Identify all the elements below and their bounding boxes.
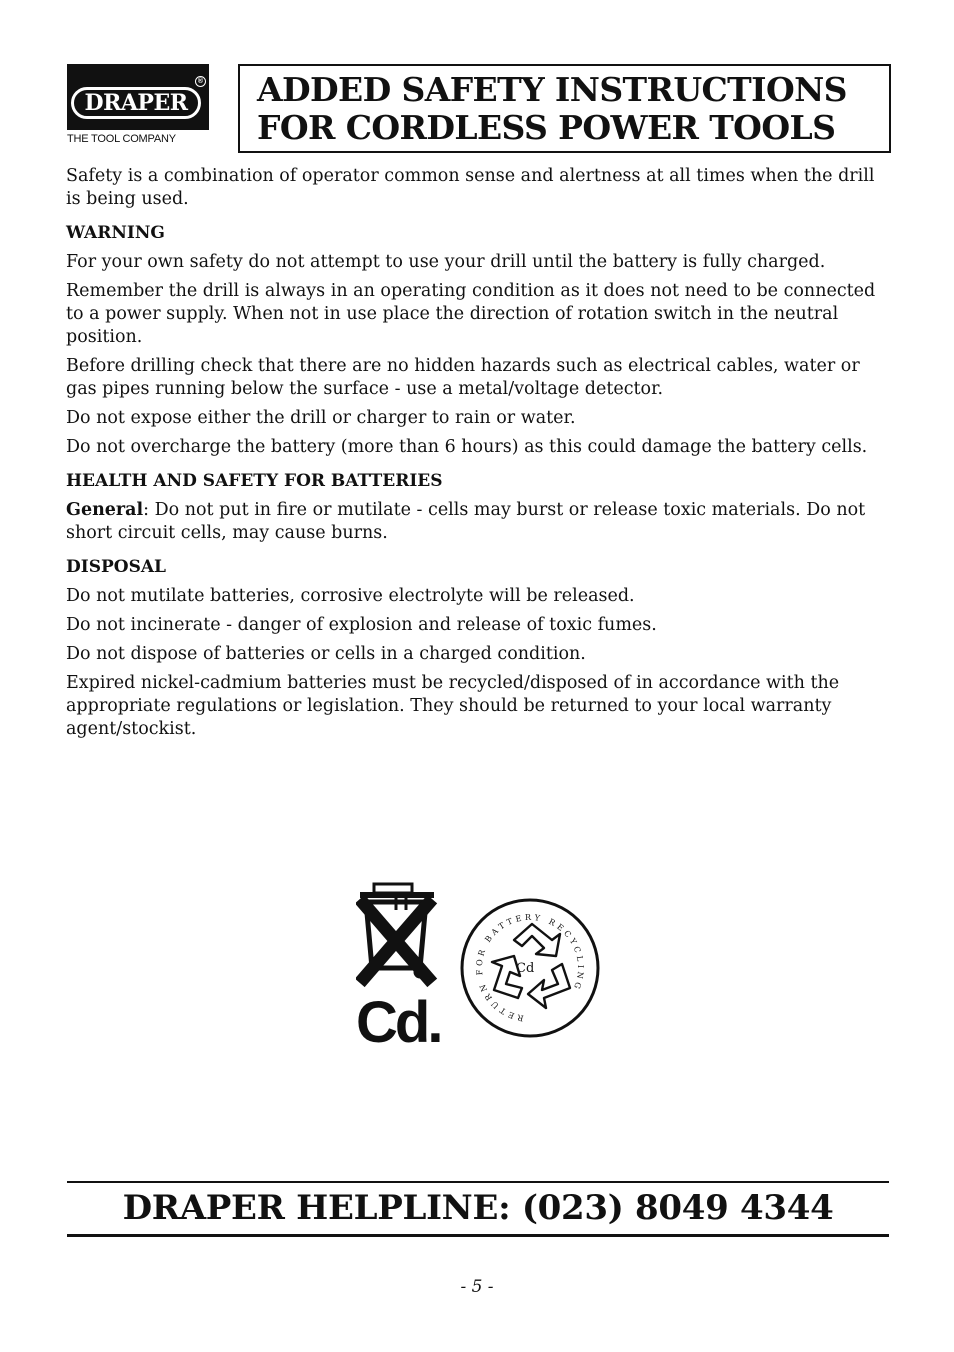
- disposal-paragraph: Do not dispose of batteries or cells in a charged condition.: [66, 644, 586, 664]
- page-title-line-2: FOR CORDLESS POWER TOOLS: [257, 108, 836, 147]
- logo-pill: [71, 87, 201, 119]
- page-title-box: [238, 64, 891, 153]
- disposal-paragraph: Do not mutilate batteries, corrosive electrolyte will be released.: [66, 586, 635, 606]
- logo-tagline: THE TOOL COMPANY: [67, 133, 176, 145]
- page-title: [240, 66, 889, 147]
- page-number: - 5 -: [460, 1277, 494, 1297]
- general-label: General: [66, 500, 144, 520]
- warning-paragraph: Do not expose either the drill or charger to rain or water.: [66, 408, 576, 428]
- disposal-paragraph: Expired nickel-cadmium batteries must be recycled/disposed of in accordance with the appropriate regulations or legislation. They should be returned to your local warranty agent/stockist.: [66, 673, 840, 739]
- warning-paragraph: Before drilling check that there are no hidden hazards such as electrical cables, water or gas pipes running below the surface - use a metal/voltage detector.: [66, 356, 860, 399]
- general-text: : Do not put in fire or mutilate - cells may burst or release toxic materials. Do not short circuit cells, may cause burns.: [66, 500, 866, 543]
- warning-paragraph: Remember the drill is always in an operating condition as it does not need to be connected to a power supply. When not in use place the direction of rotation switch in the neutral position.: [66, 281, 876, 347]
- draper-logo: [67, 64, 209, 148]
- helpline-text: DRAPER HELPLINE: (023) 8049 4344: [122, 1188, 834, 1228]
- bin-cd-label: Cd.: [356, 990, 441, 1055]
- recycling-center-label: Cd: [516, 961, 535, 976]
- disposal-symbols: [356, 880, 606, 1060]
- crossed-bin-icon: [360, 884, 434, 978]
- logo-brand: DRAPER: [84, 90, 188, 116]
- instructions-body: [66, 165, 886, 747]
- battery-recycling-icon: [462, 900, 598, 1036]
- logo-badge: [67, 64, 209, 130]
- disposal-paragraph: Do not incinerate - danger of explosion and release of toxic fumes.: [66, 615, 657, 635]
- recycling-ring-textpath: RETURN FOR BATTERY RECYCLING: [474, 912, 586, 1023]
- registered-mark: ®: [195, 76, 206, 87]
- batteries-general-paragraph: [66, 499, 886, 545]
- helpline-banner: [67, 1181, 889, 1237]
- warning-heading: WARNING: [66, 223, 165, 243]
- warning-paragraph: For your own safety do not attempt to use your drill until the battery is fully charged.: [66, 252, 826, 272]
- warning-paragraph: Do not overcharge the battery (more than 6 hours) as this could damage the battery cells.: [66, 437, 868, 457]
- batteries-heading: HEALTH AND SAFETY FOR BATTERIES: [66, 471, 443, 491]
- disposal-heading: DISPOSAL: [66, 557, 166, 577]
- page-title-line-1: ADDED SAFETY INSTRUCTIONS: [257, 70, 847, 109]
- intro-paragraph: Safety is a combination of operator common sense and alertness at all times when the drill is being used.: [66, 166, 875, 209]
